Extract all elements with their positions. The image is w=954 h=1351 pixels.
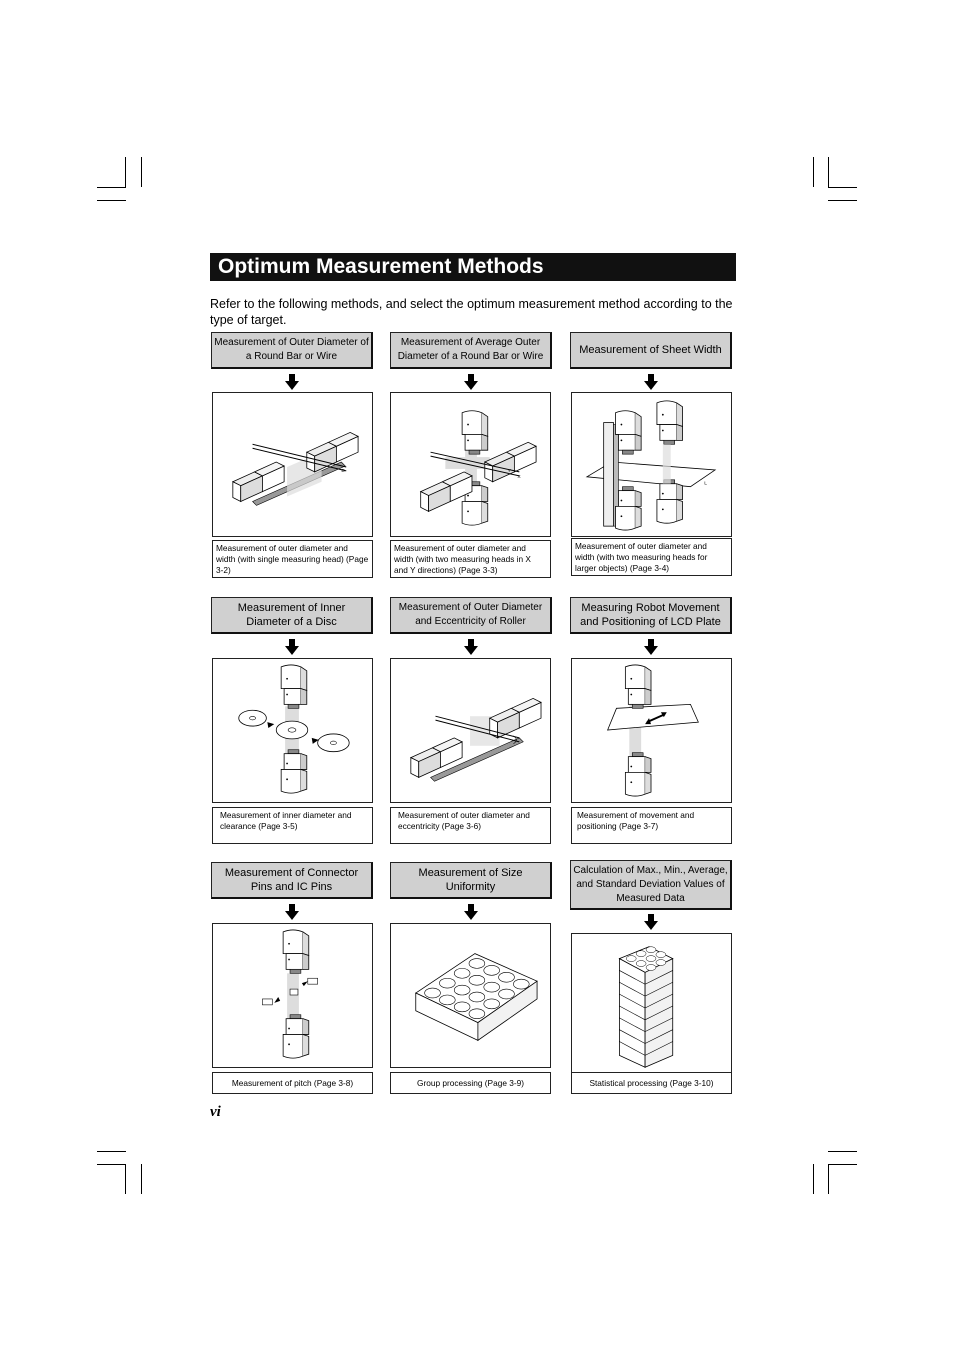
length-label: L — [704, 481, 708, 487]
figure-inner-diameter-disc — [212, 658, 373, 803]
method-label-sheet-width: Measurement of Sheet Width — [570, 332, 732, 369]
crop-mark — [828, 157, 829, 187]
crop-mark — [828, 1151, 857, 1152]
arrow-down-icon — [644, 639, 658, 655]
figure-size-uniformity — [390, 923, 551, 1068]
method-label-robot-lcd: Measuring Robot Movement and Positioning of LCD Plate — [570, 597, 732, 634]
axis-x-label: X — [517, 474, 521, 480]
crop-mark — [813, 157, 814, 187]
crop-mark — [125, 1164, 126, 1194]
method-caption: Measurement of inner diameter and clearance (Page 3-5) — [212, 807, 373, 844]
arrow-down-icon — [464, 639, 478, 655]
method-label-average-outer-diameter: Measurement of Average Outer Diameter of a Round Bar or Wire — [390, 332, 552, 369]
method-caption: Group processing (Page 3-9) — [390, 1072, 551, 1094]
page-number: vi — [210, 1104, 221, 1120]
crop-mark — [828, 200, 857, 201]
method-caption: Measurement of outer diameter and width (with two measuring heads in X and Y directions) (Page 3-3) — [390, 540, 551, 578]
crop-mark — [97, 1151, 126, 1152]
crop-mark — [828, 1164, 857, 1165]
intro-text: Refer to the following methods, and select the optimum measurement method according to the type of target. — [210, 297, 733, 327]
method-caption: Measurement of outer diameter and width (with two measuring heads for larger objects) (Page 3-4) — [571, 538, 732, 576]
method-caption: Statistical processing (Page 3-10) — [571, 1072, 732, 1094]
figure-eccentricity-roller — [390, 658, 551, 803]
crop-mark — [97, 187, 126, 188]
method-caption: Measurement of pitch (Page 3-8) — [212, 1072, 373, 1094]
crop-mark — [828, 187, 857, 188]
arrow-down-icon — [285, 374, 299, 390]
arrow-down-icon — [644, 374, 658, 390]
method-caption: Measurement of outer diameter and eccentricity (Page 3-6) — [390, 807, 551, 844]
method-caption: Measurement of outer diameter and width (with single measuring head) (Page 3-2) — [212, 540, 373, 578]
figure-outer-diameter — [212, 392, 373, 537]
crop-mark — [125, 157, 126, 187]
method-label-size-uniformity: Measurement of Size Uniformity — [390, 862, 552, 899]
crop-mark — [141, 157, 142, 187]
crop-mark — [828, 1164, 829, 1194]
method-label-inner-diameter-disc: Measurement of Inner Diameter of a Disc — [211, 597, 373, 634]
crop-mark — [97, 200, 126, 201]
crop-mark — [813, 1164, 814, 1194]
arrow-down-icon — [285, 639, 299, 655]
arrow-down-icon — [285, 904, 299, 920]
crop-mark — [97, 1164, 126, 1165]
crop-mark — [141, 1164, 142, 1194]
method-label-statistics: Calculation of Max., Min., Average, and Standard Deviation Values of Measured Data — [570, 860, 732, 910]
method-label-eccentricity-roller: Measurement of Outer Diameter and Eccentricity of Roller — [390, 597, 552, 634]
figure-robot-lcd — [571, 658, 732, 803]
figure-average-outer-diameter — [390, 392, 551, 537]
arrow-down-icon — [644, 914, 658, 930]
arrow-down-icon — [464, 374, 478, 390]
arrow-down-icon — [464, 904, 478, 920]
method-label-connector-pins: Measurement of Connector Pins and IC Pins — [211, 862, 373, 899]
page-title: Optimum Measurement Methods — [210, 253, 736, 281]
axis-y-label: Y — [507, 468, 511, 474]
figure-sheet-width — [571, 392, 732, 537]
dim-label: D — [341, 468, 345, 474]
method-caption: Measurement of movement and positioning (Page 3-7) — [571, 807, 732, 844]
method-label-outer-diameter: Measurement of Outer Diameter of a Round Bar or Wire — [211, 332, 373, 369]
figure-connector-pins — [212, 923, 373, 1068]
figure-statistics — [571, 933, 732, 1078]
